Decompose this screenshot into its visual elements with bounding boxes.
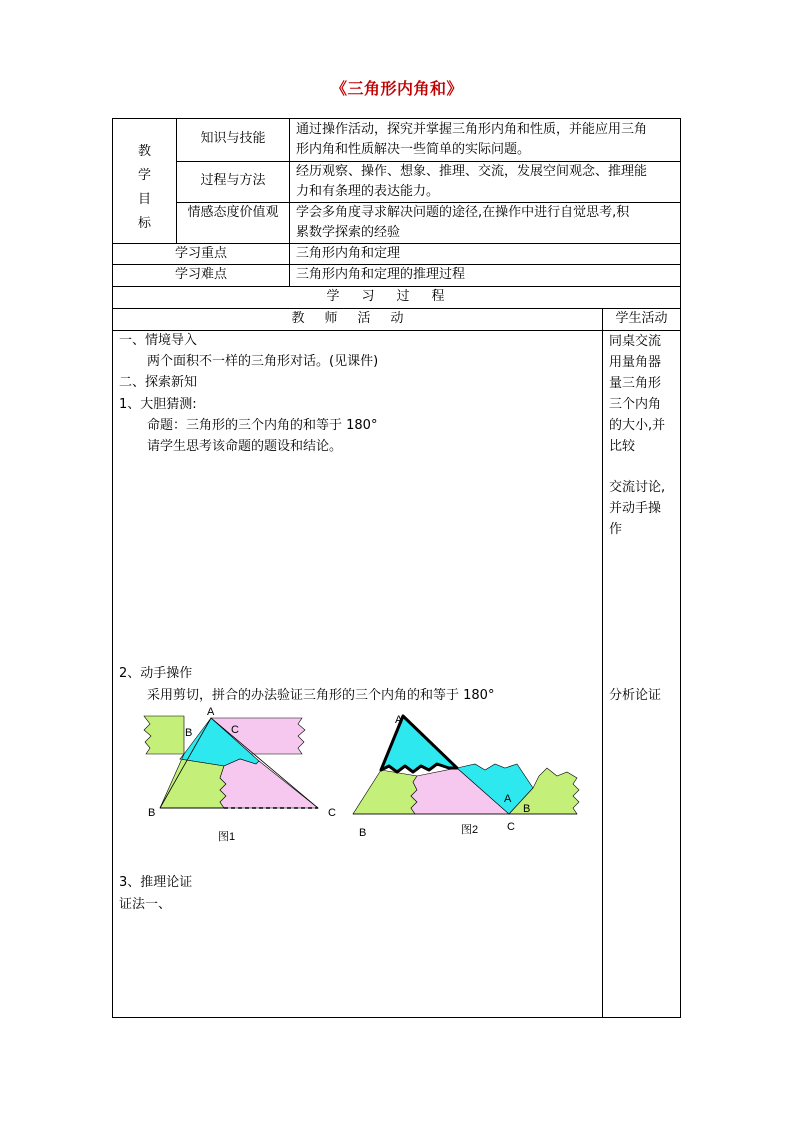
fig1-label-c-top: C (231, 724, 239, 736)
key-point-label: 学习重点 (174, 246, 227, 261)
objective-line: 力和有条理的表达能力。 (296, 184, 440, 199)
key-point-value: 三角形内角和定理 (296, 246, 401, 261)
student-line: 量三角形 (609, 376, 662, 391)
fig2-label-a-top: A (395, 714, 403, 726)
fig1-label-c: C (328, 807, 336, 819)
student-activity-discuss (609, 477, 665, 540)
difficulty-label: 学习难点 (174, 267, 227, 282)
step-guess-title: 1、大胆猜测: (119, 397, 197, 412)
proof1-text: 证法一、 (119, 897, 172, 912)
fig1-green-top-strip (144, 716, 184, 754)
section-explore-title: 二、探索新知 (119, 375, 198, 390)
student-activity-header: 学生活动 (615, 311, 668, 326)
figure-2-diagram (345, 708, 585, 848)
student-line: 交流讨论, (609, 480, 666, 495)
student-line: 用量角器 (609, 355, 662, 370)
objectives-header-char: 学 (137, 168, 151, 183)
objective-label-process: 过程与方法 (200, 173, 266, 188)
objective-line: 经历观察、操作、想象、推理、交流，发展空间观念、推理能 (296, 164, 648, 179)
section-situation-title: 一、情境导入 (119, 333, 198, 348)
difficulty-value: 三角形内角和定理的推理过程 (296, 267, 466, 282)
student-line: 三个内角 (609, 397, 662, 412)
fig2-green-angle-b (353, 770, 417, 814)
document-title: 《三角形内角和》 (330, 79, 463, 98)
fig2-label-a: A (504, 793, 512, 805)
proposition-text: 命题：三角形的三个内角的和等于 180° (147, 418, 378, 433)
fig1-caption: 图1 (218, 831, 236, 843)
objective-content-attitude (296, 203, 629, 243)
student-line: 并动手操 (609, 501, 662, 516)
student-line: 比较 (609, 439, 636, 454)
objective-content-knowledge (296, 120, 647, 160)
objective-line: 形内角和性质解决一些简单的实际问题。 (296, 142, 531, 157)
student-activity-analyze: 分析论证 (609, 688, 662, 703)
objective-label-attitude: 情感态度价值观 (187, 205, 279, 220)
fig2-label-b: B (359, 827, 367, 839)
cut-text: 采用剪切，拼合的办法验证三角形的三个内角的和等于 180° (147, 688, 495, 703)
process-header: 学习过程 (326, 289, 467, 304)
figure-1-diagram (140, 704, 350, 854)
section-situation-text: 两个面积不一样的三角形对话。(见课件) (147, 354, 379, 369)
student-line: 的大小,并 (609, 418, 666, 433)
objectives-header-char: 标 (137, 216, 151, 231)
fig1-label-b: B (148, 807, 156, 819)
fig2-label-b-right: B (523, 803, 531, 815)
student-line: 作 (609, 522, 623, 537)
objective-line: 通过操作活动，探究并掌握三角形内角和性质，并能应用三角 (296, 122, 648, 137)
objectives-header-char: 教 (137, 144, 151, 159)
objective-line: 累数学探索的经验 (296, 225, 401, 240)
fig2-cyan-top-angle (381, 716, 457, 772)
student-activity-measure (609, 331, 665, 457)
fig2-caption: 图2 (461, 824, 479, 836)
objective-label-knowledge: 知识与技能 (200, 131, 266, 146)
fig1-label-a: A (207, 706, 215, 718)
step-operate-title: 2、动手操作 (119, 666, 193, 681)
student-line: 同桌交流 (609, 334, 662, 349)
think-text: 请学生思考该命题的题设和结论。 (147, 439, 343, 454)
step-proof-title: 3、推理论证 (119, 875, 193, 890)
fig1-label-b-top: B (185, 727, 193, 739)
teacher-activity-header: 教师活动 (291, 311, 424, 326)
fig2-label-c: C (507, 821, 515, 833)
objective-line: 学会多角度寻求解决问题的途径,在操作中进行自觉思考,积 (296, 205, 630, 220)
objectives-header (113, 140, 176, 236)
objectives-header-char: 目 (137, 192, 151, 207)
objective-content-process (296, 162, 647, 202)
